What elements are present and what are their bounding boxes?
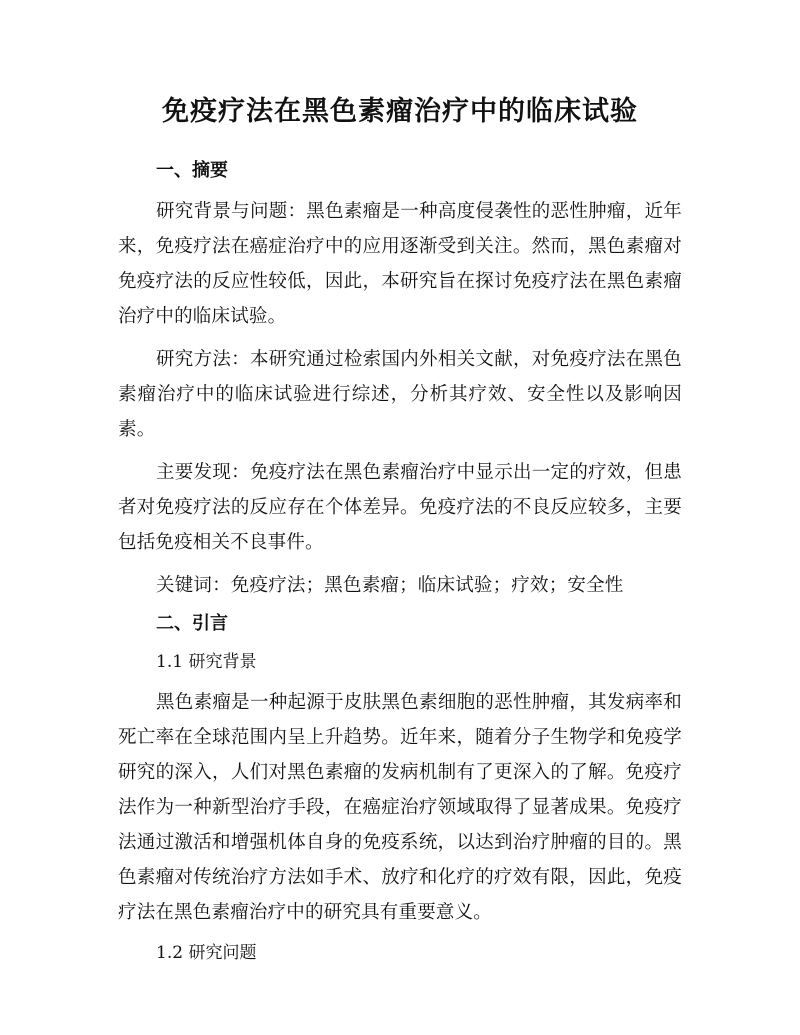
paragraph-intro-background: 黑色素瘤是一种起源于皮肤黑色素细胞的恶性肿瘤，其发病率和死亡率在全球范围内呈上升趋势。近年来，随着分子生物学和免疫学研究的深入，人们对黑色素瘤的发病机制有了更深入的了解。免疫疗法作为一种新型治疗手段，在癌症治疗领域取得了显著成果。免疫疗法通过激活和增强机体自身的免疫系统，以达到治疗肿瘤的目的。黑色素瘤对传统治疗方法如手术、放疗和化疗的疗效有限，因此，免疫疗法在黑色素瘤治疗中的研究具有重要意义。 [118, 692, 682, 923]
paragraph-findings: 主要发现：免疫疗法在黑色素瘤治疗中显示出一定的疗效，但患者对免疫疗法的反应存在个体差异。免疫疗法的不良反应较多，主要包括免疫相关不良事件。 [118, 462, 682, 553]
paragraph-background: 研究背景与问题：黑色素瘤是一种高度侵袭性的恶性肿瘤，近年来，免疫疗法在癌症治疗中的应用逐渐受到关注。然而，黑色素瘤对免疫疗法的反应性较低，因此，本研究旨在探讨免疫疗法在黑色素瘤治疗中的临床试验。 [118, 201, 682, 327]
subsection-heading-background: 1.1 研究背景 [156, 652, 257, 672]
document-title: 免疫疗法在黑色素瘤治疗中的临床试验 [162, 96, 638, 127]
paragraph-methods: 研究方法：本研究通过检索国内外相关文献，对免疫疗法在黑色素瘤治疗中的临床试验进行综述，分析其疗效、安全性以及影响因素。 [118, 349, 682, 440]
subsection-heading-questions: 1.2 研究问题 [156, 943, 257, 963]
section-heading-abstract: 一、摘要 [156, 160, 228, 181]
paragraph-keywords: 关键词：免疫疗法；黑色素瘤；临床试验；疗效；安全性 [156, 575, 624, 596]
section-heading-introduction: 二、引言 [156, 613, 228, 634]
